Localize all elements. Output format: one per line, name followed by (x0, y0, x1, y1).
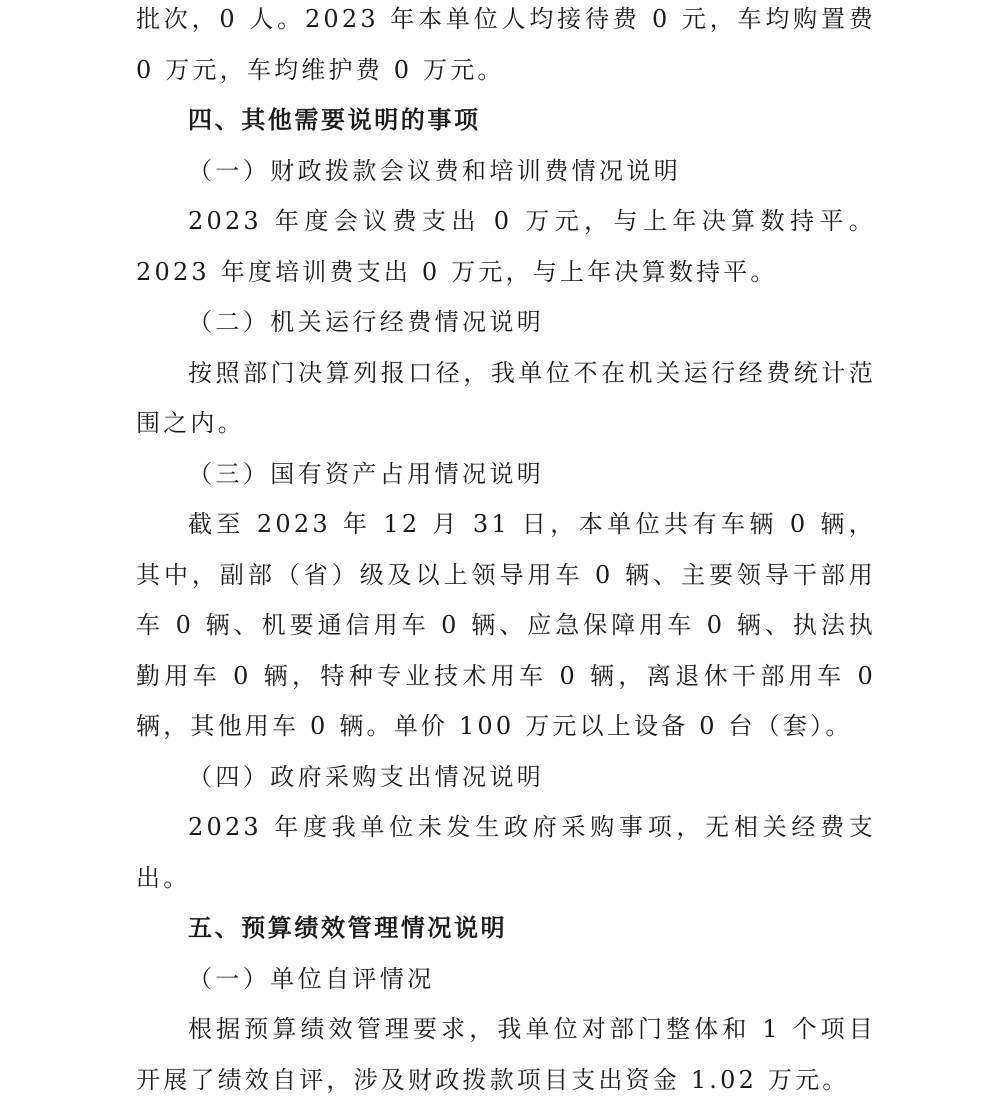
section-heading-performance-management: 五、预算绩效管理情况说明 (188, 914, 508, 942)
paragraph-self-evaluation: 根据预算绩效管理要求，我单位对部门整体和 1 个项目开展了绩效自评，涉及财政拨款项目支出资金 1.02 万元。 (136, 1015, 876, 1094)
section-heading-other-matters: 四、其他需要说明的事项 (188, 106, 481, 134)
paragraph-operating-expenses: 按照部门决算列报口径，我单位不在机关运行经费统计范围之内。 (136, 358, 876, 437)
paragraph-government-procurement: 2023 年度我单位未发生政府采购事项，无相关经费支出。 (136, 813, 876, 892)
subheading-self-evaluation: （一）单位自评情况 (188, 964, 435, 993)
paragraph-state-assets: 截至 2023 年 12 月 31 日，本单位共有车辆 0 辆，其中，副部（省）级及以上领导用车 0 辆、主要领导干部用车 0 辆、机要通信用车 0 辆、应急保障用车 0 辆、执法执勤用车 0 辆，特种专业技术用车 0 辆，离退休干部用车 0 辆，其他用车 0 辆。单价 100 万元以上设备 0 台（套）。 (136, 510, 876, 740)
subheading-state-assets: （三）国有资产占用情况说明 (188, 459, 545, 488)
document-page (136, 0, 876, 1105)
subheading-government-procurement: （四）政府采购支出情况说明 (188, 762, 545, 791)
paragraph-hospitality-vehicle-costs: 批次，0 人。2023 年本单位人均接待费 0 元，车均购置费 0 万元，车均维护费 0 万元。 (136, 5, 876, 84)
subheading-meeting-training-fees: （一）财政拨款会议费和培训费情况说明 (188, 156, 682, 185)
paragraph-meeting-training-fees: 2023 年度会议费支出 0 万元，与上年决算数持平。2023 年度培训费支出 0 万元，与上年决算数持平。 (136, 207, 876, 286)
subheading-operating-expenses: （二）机关运行经费情况说明 (188, 308, 545, 336)
